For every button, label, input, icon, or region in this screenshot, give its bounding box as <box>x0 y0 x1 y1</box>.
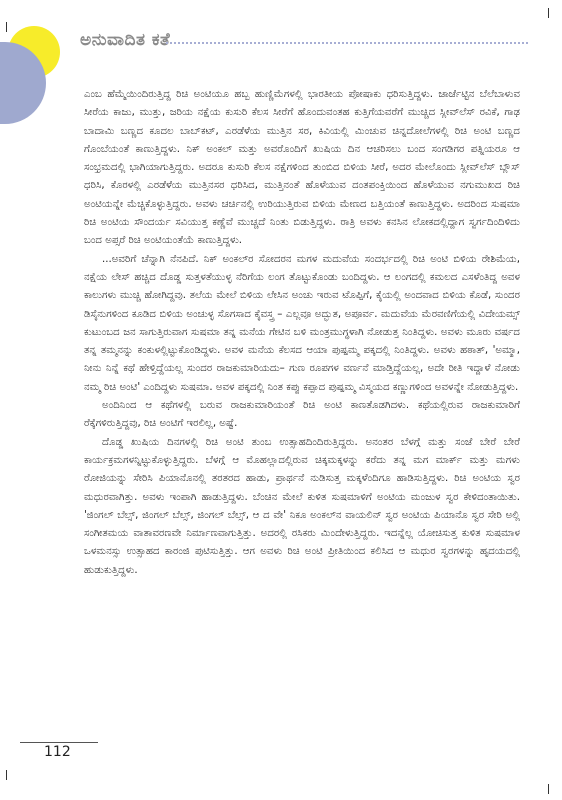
paragraph: ಅಂದಿನಿಂದ ಆ ಕಥೆಗಳಲ್ಲಿ ಬರುವ ರಾಜಕುಮಾರಿಯಂತೆ ರಿಚಿ ಅಂಟಿ ಕಾಣತೊಡಗಿದಳು. ಕಥೆಯಲ್ಲಿರುವ ರಾಜಕುಮಾರಿಗೆ ರೆಕ್ಕೆಗಳಿರುತ್ತಿದ್ದವು, ರಿಚಿ ಅಂಟಿಗೆ ಇರಲಿಲ್ಲ, ಅಷ್ಟೆ. <box>84 400 520 430</box>
crop-mark <box>548 784 549 794</box>
header-dotted-rule <box>166 42 528 44</box>
crop-mark <box>548 8 549 18</box>
crop-mark <box>6 770 7 780</box>
story-body <box>84 86 520 580</box>
paragraph: ದೊಡ್ಡ ಖುಷಿಯ ದಿನಗಳಲ್ಲಿ ರಿಚಿ ಅಂಟಿ ತುಂಬ ಉತ್ಸಾಹದಿಂದಿರುತ್ತಿದ್ದರು. ಅನಂತರ ಬೆಳಗ್ಗೆ ಮತ್ತು ಸಂಜೆ ಬೇರೆ ಬೇರೆ ಕಾರ್ಯಕ್ರಮಗಳನ್ನಿಟ್ಟುಕೊಳ್ಳುತ್ತಿದ್ದರು. ಬೆಳಗ್ಗೆ ಆ ಮೊಹಲ್ಲಾದಲ್ಲಿರುವ ಚಿಕ್ಕಮಕ್ಕಳನ್ನು ಕರೆದು ತನ್ನ ಮಗ ಮಾರ್ಕ್ ಮತ್ತು ಮಗಳು ರೋಜಿಯನ್ನು ಸೇರಿಸಿ ಪಿಯಾನೊನಲ್ಲಿ ತರತರದ ಹಾಡು, ಪ್ರಾರ್ಥನೆ ನುಡಿಸುತ್ತ ಮಕ್ಕಳೆಂದಿಗೂ ಹಾಡಿಸುತ್ತಿದ್ದಳು. ರಿಚಿ ಅಂಟಿಯ ಸ್ವರ ಮಧುರವಾಗಿತ್ತು. ಅವಳು ಇಂಪಾಗಿ ಹಾಡುತ್ತಿದ್ದಳು. ಬೆಂಚಿನ ಮೇಲೆ ಕುಳಿತ ಸುಷಮಾಳಿಗೆ ಅಂಟಿಯ ಮಂಜುಳ ಸ್ವರ ಕೇಳಿದಂತಾಯಿತು. 'ಜಿಂಗಲ್ ಬೆಲ್ಸ್, ಜಿಂಗಲ್ ಬೆಲ್ಸ್, ಜಿಂಗಲ್ ಬೆಲ್ಸ್, ಆ ದ ವೇ' ನಿಕೂ ಅಂಕಲ್‌ನ ವಾಯಲಿನ್ ಸ್ವರ ಅಂಟಿಯ ಪಿಯಾನೊ ಸ್ವರ ಸೇರಿ ಅಲ್ಲಿ ಸಂಗೀತಮಯ ವಾತಾವರಣವೇ ನಿರ್ಮಾಣವಾಗುತ್ತಿತ್ತು. ಅದರಲ್ಲಿ ರಸಿಕರು ಮಿಂದೇಳುತ್ತಿದ್ದರು. ಇದನ್ನೆಲ್ಲ ಯೋಚಿಸುತ್ತ ಕುಳಿತ ಸುಷಮಾಳ ಒಳಮನಸ್ಸು ಉತ್ಸಾಹದ ಕಾರಂಜಿ ಪುಟಿಸುತ್ತಿತ್ತು. ಆಗ ಅವಳು ರಿಚಿ ಅಂಟಿ ಪ್ರೀತಿಯಿಂದ ಕಲಿಸಿದ ಆ ಮಧುರ ಸ್ವರಗಳನ್ನು ಹೃದಯದಲ್ಲಿ ಹುಡುಕುತ್ತಿದ್ದಳು. <box>84 436 520 576</box>
footer-rule <box>20 742 98 743</box>
page-number: 112 <box>44 744 71 760</box>
paragraph: ಎಂಬ ಹೆಮ್ಮೆಯಿಂದಿರುತ್ತಿದ್ದ ರಿಚಿ ಅಂಟಿಯೂ ಹಬ್ಬ ಹುಣ್ಣಿಮೆಗಳಲ್ಲಿ ಭಾರತೀಯ ಪೋಷಾಕು ಧರಿಸುತ್ತಿದ್ದಳು. ಜಾರ್ಜೆಟ್ಟಿನ ಬೆಲೆಬಾಳುವ ಸೀರೆಯ ಕಾಜು, ಮುತ್ತು, ಜರಿಯ ನಕ್ಷೆಯ ಕುಸುರಿ ಕೆಲಸ ಸೀರೆಗೆ ಹೊಂದುವಂತಹ ಕುತ್ತಿಗೆಯವರೆಗೆ ಮುಚ್ಚಿದ ಸ್ಲೀವ್‌ಲೆಸ್ ರವಿಕೆ, ಗಾಢ ಬಾದಾಮಿ ಬಣ್ಣದ ಕೂದಲ ಬಾಬ್‌ಕಟ್, ಎರಡೆಳೆಯ ಮುತ್ತಿನ ಸರ, ಕಿವಿಯಲ್ಲಿ ಮಿಂಚುವ ಚಿನ್ನದೋಲೆಗಳಲ್ಲಿ ರಿಚಿ ಅಂಟಿ ಬಣ್ಣದ ಗೊಂಬೆಯಂತೆ ಕಾಣುತ್ತಿದ್ದಳು. ನಿಕ್ ಅಂಕಲ್ ಮತ್ತು ಅವರೊಂದಿಗೆ ಖುಷಿಯ ದಿನ ಆಚರಿಸಲು ಬಂದ ಸಂಗಡಿಗರ ಪತ್ನಿಯರೂ ಆ ಸಂಭ್ರಮದಲ್ಲಿ ಭಾಗಿಯಾಗುತ್ತಿದ್ದರು. ಅದರೂ ಕುಸುರಿ ಕೆಲಸ ನಕ್ಷೆಗಳಿಂದ ತುಂಬಿದ ಬಿಳಿಯ ಸೀರೆ, ಅದರ ಮೇಲೊಂದು ಸ್ಲೀವ್‌ಲೆಸ್ ಬ್ಲೌಸ್ ಧರಿಸಿ, ಕೊರಳಲ್ಲಿ ಎರಡೆಳೆಯ ಮುತ್ತಿನಸರ ಧರಿಸಿದ, ಮುತ್ತಿನಂತೆ ಹೊಳೆಯುವ ದಂತಪಂಕ್ತಿಯಿಂದ ಹೊಳೆಯುವ ನಗುಮುಖದ ರಿಚಿ ಅಂಟಿಯನ್ನೇ ಮೆಚ್ಚಿಕೊಳ್ಳುತ್ತಿದ್ದರು. ಅವಳು ಚರ್ಚಿನಲ್ಲಿ ಉರಿಯುತ್ತಿರುವ ಬಿಳಿಯ ಮೇಣದ ಬತ್ತಿಯಂತೆ ಕಾಣುತ್ತಿದ್ದಳು. ಅದರಿಂದ ಸುಷಮಾ ರಿಚಿ ಅಂಟಿಯ ಸೌಂದರ್ಯ ಸವಿಯುತ್ತ ಕಣ್ಣೆವೆ ಮುಚ್ಚದೆ ನಿಂತು ಬಿಡುತ್ತಿದ್ದಳು. ರಾತ್ರಿ ಅವಳು ಕನಸಿನ ಲೋಕದಲ್ಲಿದ್ದಾಗ ಸ್ವರ್ಗದಿಂದಿಳಿದು ಬಂದ ಅಪ್ಸರೆ ರಿಚಿ ಅಂಟಿಯಂತೆಯೆ ಕಾಣುತ್ತಿದ್ದಳು. <box>84 89 520 247</box>
paragraph: ...ಅವರಿಗೆ ಚೆನ್ನಾಗಿ ನೆನಪಿದೆ. ನಿಕ್ ಅಂಕಲ್‌ರ ಸೋದರನ ಮಗಳ ಮದುವೆಯ ಸಂದರ್ಭದಲ್ಲಿ ರಿಚಿ ಅಂಟಿ ಬಿಳಿಯ ರೇಶಿಮೆಯ, ನಕ್ಷೆಯ ಲೇಸ್ ಹಚ್ಚಿದ ದೊಡ್ಡ ಸುತ್ತಳತೆಯುಳ್ಳ ನೆರಿಗೆಯ ಲಂಗ ತೊಟ್ಟುಕೊಂಡು ಬಂದಿದ್ದಳು. ಆ ಲಂಗದಲ್ಲಿ ಕಮಲದ ಎಸಳೆಂತಿದ್ದ ಅವಳ ಕಾಲುಗಳು ಮುಚ್ಚಿ ಹೋಗಿದ್ದವು. ತಲೆಯ ಮೇಲೆ ಬಿಳಿಯ ಲೇಸಿನ ಅಂಚು ಇರುವ ಟೊಪ್ಪಿಗೆ, ಕೈಯಲ್ಲಿ ಅಂದವಾದ ಬಿಳಿಯ ಕೊಡೆ, ಸುಂದರ ಡಿಸೈನುಗಳಿಂದ ಕೂಡಿದ ಬಿಳಿಯ ಅಂಚುಳ್ಳ ಸೊಗಸಾದ ಕೈವಸ್ತ್ರ – ಎಲ್ಲವೂ ಅದ್ಭುತ, ಅಪೂರ್ವ. ಮದುವೆಯ ಮೆರವಣಿಗೆಯಲ್ಲಿ ವಿದೇಯಮ್ಸ್ ಕುಟುಂಬದ ಜನ ಸಾಗುತ್ತಿರುವಾಗ ಸುಷಮಾ ತನ್ನ ಮನೆಯ ಗೇಟಿನ ಬಳಿ ಮಂತ್ರಮುಗ್ಧಳಾಗಿ ನೋಡುತ್ತ ನಿಂತಿದ್ದಳು. ಅವಳು ಮೂರು ವರ್ಷದ ತನ್ನ ತಮ್ಮನನ್ನು ಕಂಕುಳಲ್ಲಿಟ್ಟುಕೊಂಡಿದ್ದಳು. ಅವಳ ಮನೆಯ ಕೆಲಸದ ಆಯಾ ಪುಷ್ಪಮ್ಮ ಪಕ್ಕದಲ್ಲಿ ನಿಂತಿದ್ದಳು. ಅವಳು ಹಠಾತ್, 'ಅಮ್ಮಾ, ನೀನು ನಿನ್ನೆ ಕಥೆ ಹೇಳ್ತಿದ್ದೆಯಲ್ಲ ಸುಂದರ ರಾಜಕುಮಾರಿಯದು– ಗುಣ ರೂಪಗಳ ವರ್ಣನೆ ಮಾಡ್ತಿದ್ದೆಯಲ್ಲ, ಅದೇ ರೀತಿ ಇದ್ದಾಳೆ ನೋಡು ನಮ್ಮ ರಿಚಿ ಅಂಟಿ' ಎಂದಿದ್ದಳು ಸುಷಮಾ. ಅವಳ ಪಕ್ಕದಲ್ಲಿ ನಿಂತ ಕಪ್ಪು ಕಪ್ಪಾದ ಪುಷ್ಪಮ್ಮ ವಿಸ್ಮಯದ ಕಣ್ಣುಗಳಿಂದ ಅವಳನ್ನೇ ನೋಡುತ್ತಿದ್ದಳು. <box>84 253 520 393</box>
crop-mark <box>6 22 7 32</box>
section-title: ಅನುವಾದಿತ ಕತೆ <box>80 30 171 50</box>
